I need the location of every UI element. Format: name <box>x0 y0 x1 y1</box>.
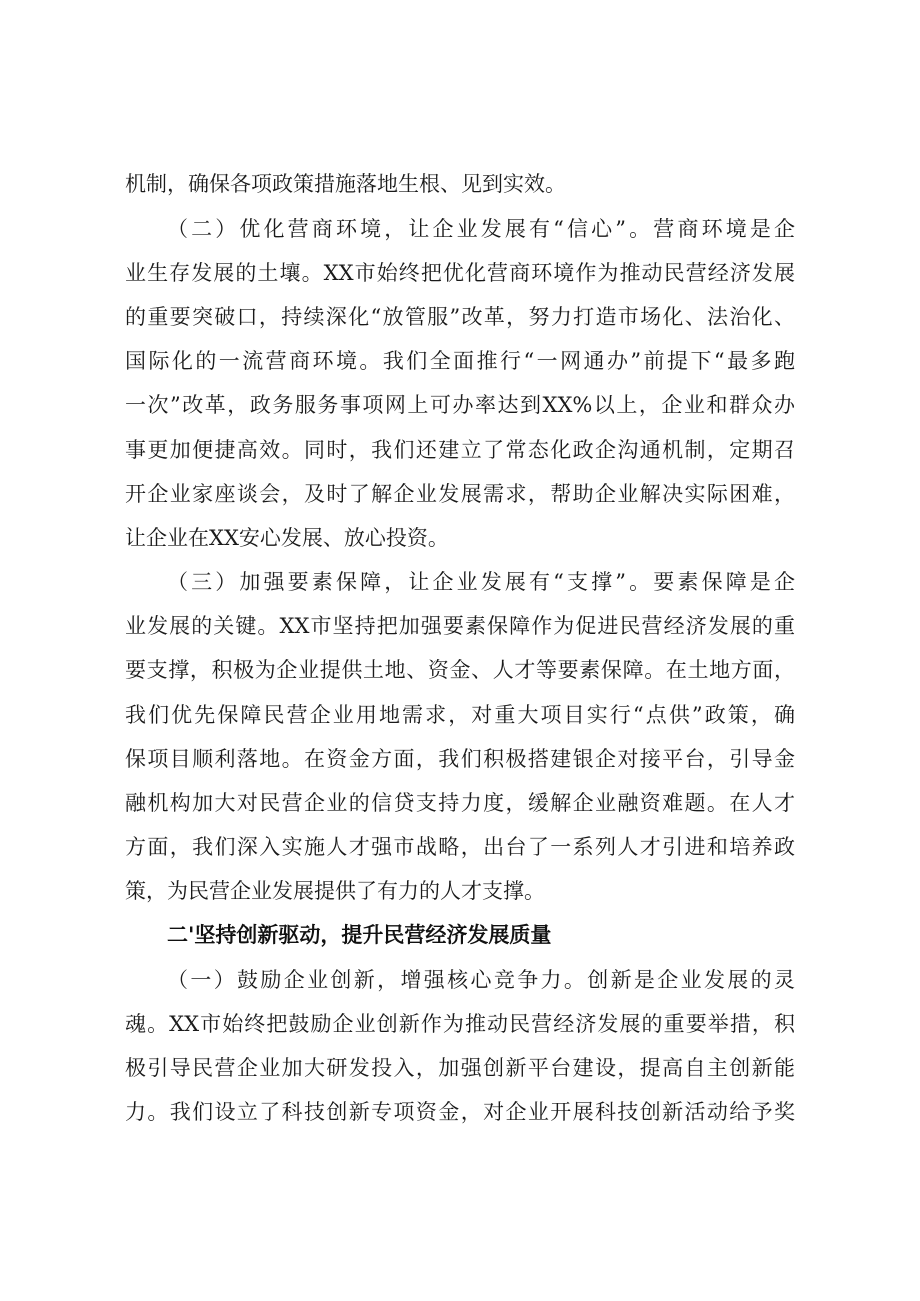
text-line: 保项目顺利落地。在资金方面，我们积极搭建银企对接平台，引导金 <box>125 747 795 771</box>
text-line: 业发展的关键。XX市坚持把加强要素保障作为促进民营经济发展的重 <box>125 614 795 638</box>
paragraph-first-line: （三）加强要素保障，让企业发展有“支撑”。要素保障是企 <box>167 570 795 594</box>
text-line: 国际化的一流营商环境。我们全面推行“一网通办”前提下“最多跑 <box>125 349 795 373</box>
text-line: 极引导民营企业加大研发投入，加强创新平台建设，提高自主创新能 <box>125 1056 795 1080</box>
text-line: 魂。XX市始终把鼓励企业创新作为推动民营经济发展的重要举措，积 <box>125 1012 795 1036</box>
text-line: 业生存发展的土壤。XX市始终把优化营商环境作为推动民营经济发展 <box>125 261 795 285</box>
text-line: 让企业在XX安心发展、放心投资。 <box>125 526 449 550</box>
text-line: 机制，确保各项政策措施落地生根、见到实效。 <box>125 172 566 196</box>
text-line: 的重要突破口，持续深化“放管服”改革，努力打造市场化、法治化、 <box>125 305 795 329</box>
text-line: 要支撑，积极为企业提供土地、资金、人才等要素保障。在土地方面， <box>125 658 795 682</box>
text-line: 开企业家座谈会，及时了解企业发展需求，帮助企业解决实际困难， <box>125 482 795 506</box>
paragraph-first-line: （二）优化营商环境，让企业发展有“信心”。营商环境是企 <box>167 217 795 241</box>
text-line: 策，为民营企业发展提供了有力的人才支撑。 <box>125 879 545 903</box>
text-line: 方面，我们深入实施人才强市战略，出台了一系列人才引进和培养政 <box>125 835 795 859</box>
section-heading: 二'坚持创新驱动，提升民营经济发展质量 <box>167 923 552 947</box>
text-line: 力。我们设立了科技创新专项资金，对企业开展科技创新活动给予奖 <box>125 1100 795 1124</box>
text-line: 我们优先保障民营企业用地需求，对重大项目实行“点供”政策，确 <box>125 703 795 727</box>
text-line: 一次”改革，政务服务事项网上可办率达到XX%以上，企业和群众办 <box>125 393 795 417</box>
text-line: 融机构加大对民营企业的信贷支持力度，缓解企业融资难题。在人才 <box>125 791 795 815</box>
text-line: 事更加便捷高效。同时，我们还建立了常态化政企沟通机制，定期召 <box>125 438 795 462</box>
paragraph-first-line: （一）鼓励企业创新，增强核心竞争力。创新是企业发展的灵 <box>167 968 795 992</box>
